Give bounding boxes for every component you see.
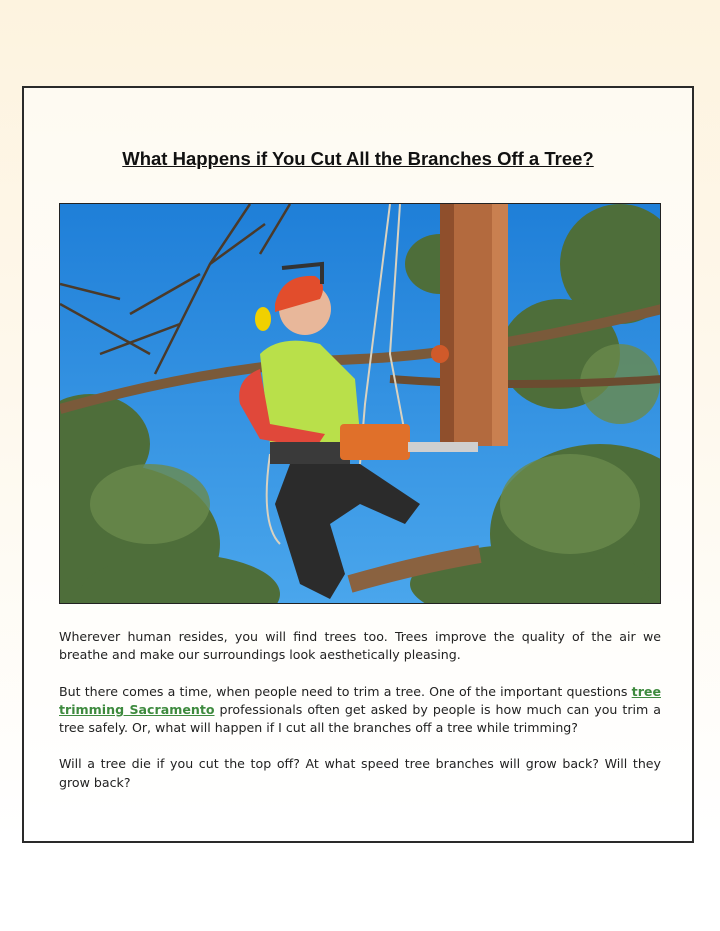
article-body bbox=[59, 628, 661, 810]
paragraph-1: Wherever human resides, you will find trees too. Trees improve the quality of the air we breathe and make our surroundings look aesthetically pleasing. bbox=[59, 629, 661, 663]
arborist-photo bbox=[59, 203, 661, 604]
page-title: What Happens if You Cut All the Branches Off a Tree? bbox=[122, 148, 594, 169]
document-frame bbox=[22, 86, 694, 843]
arborist-illustration bbox=[60, 204, 661, 604]
tree-trimming-link[interactable]: tree trimming Sacramento bbox=[59, 683, 661, 717]
paragraph-2-tail: professionals often get asked by people is how much can you trim a tree safely. Or, what will happen if I cut all the branches off a tree while trimming? bbox=[59, 701, 661, 735]
paragraph-3: Will a tree die if you cut the top off? At what speed tree branches will grow back? Will they grow back? bbox=[59, 756, 661, 790]
paragraph-2 bbox=[59, 683, 661, 738]
paragraph-2-lead: But there comes a time, when people need to trim a tree. One of the important questions bbox=[59, 683, 632, 699]
